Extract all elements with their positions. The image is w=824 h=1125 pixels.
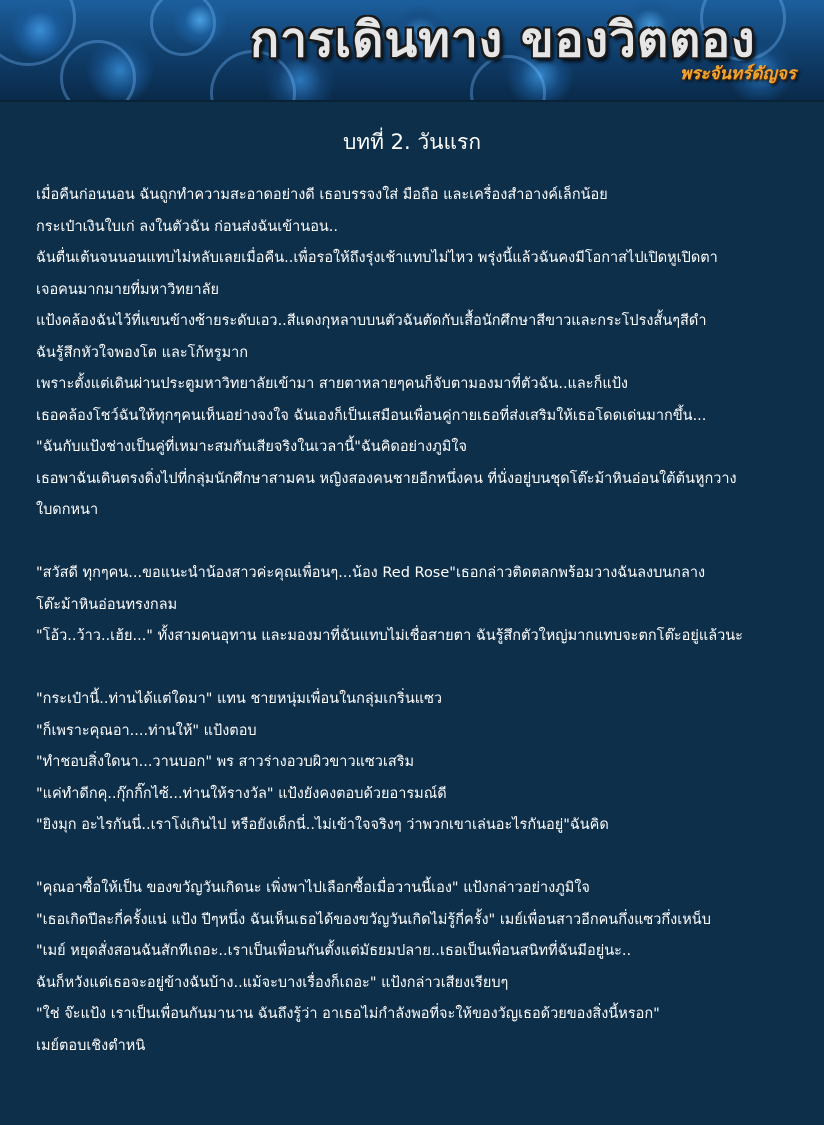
text-line: เพราะตั้งแต่เดินผ่านประตูมหาวิทยาลัยเข้ามา สายตาหลายๆคนก็จับตามองมาที่ตัวฉัน..และก็แป้ง [36,376,628,392]
text-line: "ก็เพราะคุณอา....ท่านให้" แป้งตอบ [36,722,257,739]
swirl-decoration [150,0,216,56]
text-line: ฉันรู้สึกหัวใจพองโต และโก้หรูมาก [36,344,249,361]
paragraph [36,558,816,653]
swirl-decoration [60,40,136,102]
paragraph-spacer [36,527,816,559]
text-line: "เธอเกิดปีละกี่ครั้งแน่ แป้ง ปีๆหนึ่ง ฉันเห็นเธอได้ของขวัญวันเกิดไม่รู้กี่ครั้ง" เมย์เพื่อนสาวอีกคนกึ่งแซวกึ่งเหน็บ [36,911,711,928]
text-line: เมย์ตอบเชิงตำหนิ [36,1037,146,1054]
text-line: "โอ้ว..ว้าว..เฮ้ย..." ทั้งสามคนอุทาน และมองมาที่ฉันแทบไม่เชื่อสายตา ฉันรู้สึกตัวใหญ่มากแทบจะตกโต๊ะอยู่แล้วนะ [36,628,743,644]
text-line: "ทำชอบสิ่งใดนา...วานบอก" พร สาวร่างอวบผิวขาวแซวเสริม [36,754,415,770]
text-line: "เมย์ หยุดสั่งสอนฉันสักทีเถอะ..เราเป็นเพื่อนกันตั้งแต่มัธยมปลาย..เธอเป็นเพื่อนสนิทที่ฉันมีอยู่นะ.. [36,943,632,959]
text-line: เจอคนมากมายที่มหาวิทยาลัย [36,281,219,298]
text-line: "แค่ทำดีกคุ..กุ๊กกิ๊กไซ้...ท่านให้รางวัล" แป้งยังคงตอบด้วยอารมณ์ดี [36,785,447,802]
text-line: กระเป๋าเงินใบเก่ ลงในตัวฉัน ก่อนส่งฉันเข้านอน.. [36,218,339,235]
paragraph-spacer [36,842,816,874]
paragraph-spacer [36,653,816,685]
text-line: เมื่อคืนก่อนนอน ฉันถูกทำความสะอาดอย่างดี เธอบรรจงใส่ มือถือ และเครื่องสำอางค์เล็กน้อย [36,187,608,203]
text-line: โต๊ะม้าหินอ่อนทรงกลม [36,596,178,613]
author-name: พระจันทร์ดัญจร [679,64,796,84]
paragraph [36,873,816,1062]
text-line: ใบดกหนา [36,502,99,518]
header-banner [0,0,824,102]
text-line: ฉันก็หวังแต่เธอจะอยู่ข้างฉันบ้าง..แม้จะบางเรื่องก็เถอะ" แป้งกล่าวเสียงเรียบๆ [36,974,509,991]
story-content [36,180,816,1062]
text-line: "ยิงมุก อะไรกันนี่..เราโง่เกินไป หรือยังเด็กนี่..ไม่เข้าใจจริงๆ ว่าพวกเขาเล่นอะไรกันอยู่"ฉันคิด [36,817,609,833]
text-line: ฉันตื่นเต้นจนนอนแทบไม่หลับเลยเมื่อคืน..เพื่อรอให้ถึงรุ่งเช้าแทบไม่ไหว พรุ่งนี้แล้วฉันคงมีโอกาสไปเปิดหูเปิดตา [36,250,718,266]
paragraph [36,684,816,842]
paragraph [36,180,816,527]
text-line: "คุณอาซื้อให้เป็น ของขวัญวันเกิดนะ เพิ่งพาไปเลือกซื้อเมื่อวานนี้เอง" แป้งกล่าวอย่างภูมิใจ [36,880,590,896]
text-line: เธอพาฉันเดินตรงดิ่งไปที่กลุ่มนักศึกษาสามคน หญิงสองคนชายอีกหนึ่งคน ที่นั่งอยู่บนชุดโต๊ะม้าหินอ่อนใต้ต้นหูกวาง [36,470,737,487]
chapter-title: บทที่ 2. วันแรก [342,130,482,154]
text-line: เธอคล้องโชว์ฉันให้ทุกๆคนเห็นอย่างจงใจ ฉันเองก็เป็นเสมือนเพื่อนคู่กายเธอที่ส่งเสริมให้เธอโดดเด่นมากขึ้น... [36,407,707,424]
text-line: "ใช่ จ๊ะแป้ง เราเป็นเพื่อนกันมานาน ฉันถึงรู้ว่า อาเธอไม่กำลังพอที่จะให้ของวัญเธอด้วยของสิ่งนี้หรอก" [36,1006,660,1022]
text-line: "ฉันกับแป้งช่างเป็นคู่ที่เหมาะสมกันเสียจริงในเวลานี้"ฉันคิดอย่างภูมิใจ [36,439,467,455]
site-title: การเดินทาง ของวิตตอง [250,12,756,68]
text-line: "กระเป๋านี้..ท่านได้แต่ใดมา" แทน ชายหนุ่มเพื่อนในกลุ่มเกริ่นแซว [36,691,443,707]
text-line: แป้งคล้องฉันไว้ที่แขนข้างซ้ายระดับเอว..สีแดงกุหลาบบนตัวฉันตัดกับเสื้อนักศึกษาสีขาวและกระโปรงสั้นๆสีดำ [36,313,707,329]
text-line: "สวัสดี ทุกๆคน...ขอแนะนำน้องสาวค่ะคุณเพื่อนๆ...น้อง Red Rose"เธอกล่าวติดตลกพร้อมวางฉันลงบนกลาง [36,565,706,581]
swirl-decoration [0,0,76,66]
